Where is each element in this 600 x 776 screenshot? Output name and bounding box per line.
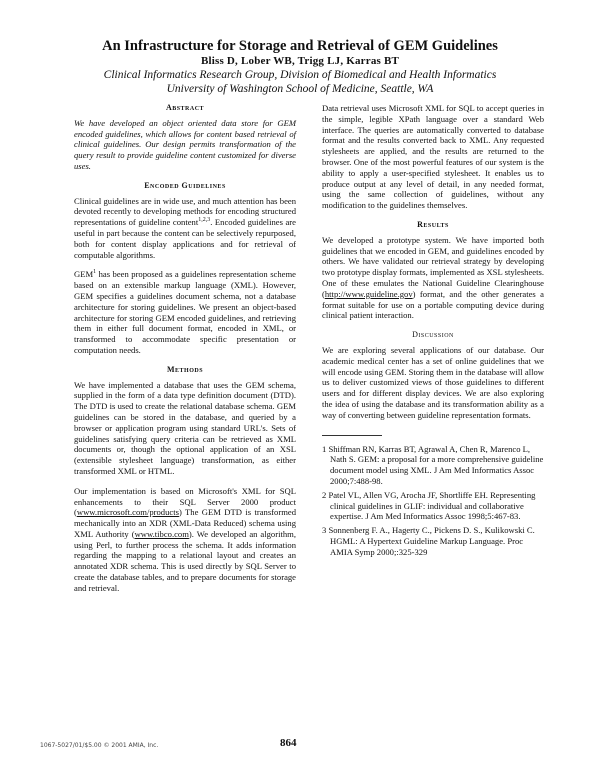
discussion-paragraph-1: We are exploring several applications of our database. Our academic medical center has a set of online guidelines that we will encode using GEM. Storing them in the database will allow us to deliver customized views of those guidelines to different users and for different display devices. We are also exploring the idea of using the database and its transformation ability as a way of converting between guideline representation formats. <box>322 344 544 420</box>
abstract-heading: Abstract <box>165 103 205 112</box>
page-number: 864 <box>280 737 297 749</box>
encoded-paragraph-1 <box>74 196 296 261</box>
author-list: Bliss D, Lober WB, Trigg LJ, Karras BT <box>200 55 400 67</box>
methods-paragraph-2 <box>74 486 296 594</box>
reference-list <box>322 444 544 558</box>
tibco-link[interactable]: www.tibco.com <box>134 528 189 539</box>
encoded-p2-text-b: has been proposed as a guidelines representation scheme based on an extensible markup language (XML). However, GEM specifies a guidelines document schema, not a database architecture for storing guidelines. We present an object-based architecture for storing GEM encoded guidelines, and retrieving them in either full document format, encoded in XML, or transformed to accommodate specific presentation or computation needs. <box>74 269 296 355</box>
methods-heading: Methods <box>166 364 204 374</box>
encoded-guidelines-heading: Encoded Guidelines <box>144 180 226 190</box>
reference-item: 3 Sonnenberg F. A., Hagerty C., Pickens D. S., Kulikowski C. HGML: A Hypertext Guideline Markup Language. Proc AMIA Symp 2000;:325-329 <box>322 525 535 557</box>
microsoft-link[interactable]: www.microsoft.com/products <box>76 507 179 518</box>
reference-item: 2 Patel VL, Allen VG, Arocha JF, Shortliffe EH. Representing clinical guidelines in GLIF: individual and collaborative expertise. J Am Med Informatics Assoc 1998;5:467-83. <box>322 489 536 522</box>
footnote-rule <box>322 435 382 436</box>
reference-item: 1 Shiffman RN, Karras BT, Agrawal A, Chen R, Marenco L, Nath S. GEM: a proposal for a more comprehensive guideline document model using XML. J Am Med Informatics Assoc 2000;7:488-98. <box>322 443 544 486</box>
guideline-gov-link[interactable]: http://www.guideline.gov <box>324 288 413 299</box>
methods-paragraph-1: We have implemented a database that uses the GEM schema, supplied in the form of a data type definition document (DTD). The DTD is used to create the relational database schema. GEM guidelines can be stored in the database, and queried by a browser or application program using standard URL's. Sets of guidelines satisfying query criteria can be retrieved as XML documents or, though the optional application of an XSL (extensible stylesheet language) transformation, as either transformed XML or HTML. <box>74 379 296 476</box>
paper-title: An Infrastructure for Storage and Retrieval of GEM Guidelines <box>102 38 498 54</box>
methods-p2-text-b: ) The GEM DTD is transformed mechanically into an XDR (XML-Data Reduced) schema using XML Authority ( <box>74 507 296 539</box>
methods-paragraph-3: Data retrieval uses Microsoft XML for SQL to accept queries in the simple, legible XPath language over a standard Web interface. The queries are automatically converted to database format and the results converted back to XML. Any requested stylesheets are applied, and the results are returned to the browser. One of the most powerful features of our system is the ability to apply a user-specified stylesheet. It enables us to produce output at any level of detail, in any needed format, using the same collection of guidelines, without any modification to the guidelines themselves. <box>322 103 544 211</box>
encoded-p2-text-a: GEM <box>74 269 94 280</box>
encoded-p1-text-b: . Encoded guidelines are useful in part because the content can be selectively repurposed, both for content display applications and for retrieval of computable algorithms. <box>74 217 296 260</box>
results-p1-text-a: We developed a prototype system. We have imported both guidelines that we encoded in GEM, and guidelines encoded by others. We have validated our retrieval strategy by developing two prototype display formats, implemented as XSL stylesheets. One of these emulates the National Guideline Clearinghouse ( <box>322 234 544 299</box>
encoded-p1-text-a: Clinical guidelines are in wide use, and much attention has been devoted recently to developing methods for encoding structured representations of guideline content <box>74 195 296 228</box>
citation-sup: 1 <box>93 269 97 276</box>
affiliation-line-2: University of Washington School of Medicine, Seattle, WA <box>166 83 434 95</box>
methods-p2-text-c: ). We developed an algorithm, using Perl, to further process the schema. It adds information regarding the mapping to a relational layout and creates an annotated XDR schema. This is used directly by SQL Server to create the database tables, and to prepare documents for storage and retrieval. <box>74 528 296 593</box>
results-heading: Results <box>417 219 449 229</box>
abstract-text: We have developed an object oriented data store for GEM encoded guidelines, which allows for content based retrieval of clinical guidelines. Our design permits transformation of the query result to provide guideline content customized for diverse uses. <box>74 117 296 171</box>
affiliation-line-1: Clinical Informatics Research Group, Division of Biomedical and Health Informatics <box>103 69 497 81</box>
copyright-footer: 1067-5027/01/$5.00 © 2001 AMIA, Inc. <box>40 742 159 749</box>
citation-sup: 1,2,3 <box>198 217 211 224</box>
results-paragraph-1 <box>322 235 544 321</box>
methods-p2-text-a: Our implementation is based on Microsoft's XML for SQL enhancements to their SQL Server 2000 product ( <box>74 485 296 518</box>
left-column <box>74 103 296 603</box>
title-block <box>40 38 560 96</box>
results-p1-text-b: ) format, and the other generates a format suitable for use on a portable computing device during clinical patient interaction. <box>322 288 544 321</box>
encoded-paragraph-2 <box>74 269 296 355</box>
discussion-heading: Discussion <box>412 330 454 340</box>
right-column <box>322 103 544 560</box>
